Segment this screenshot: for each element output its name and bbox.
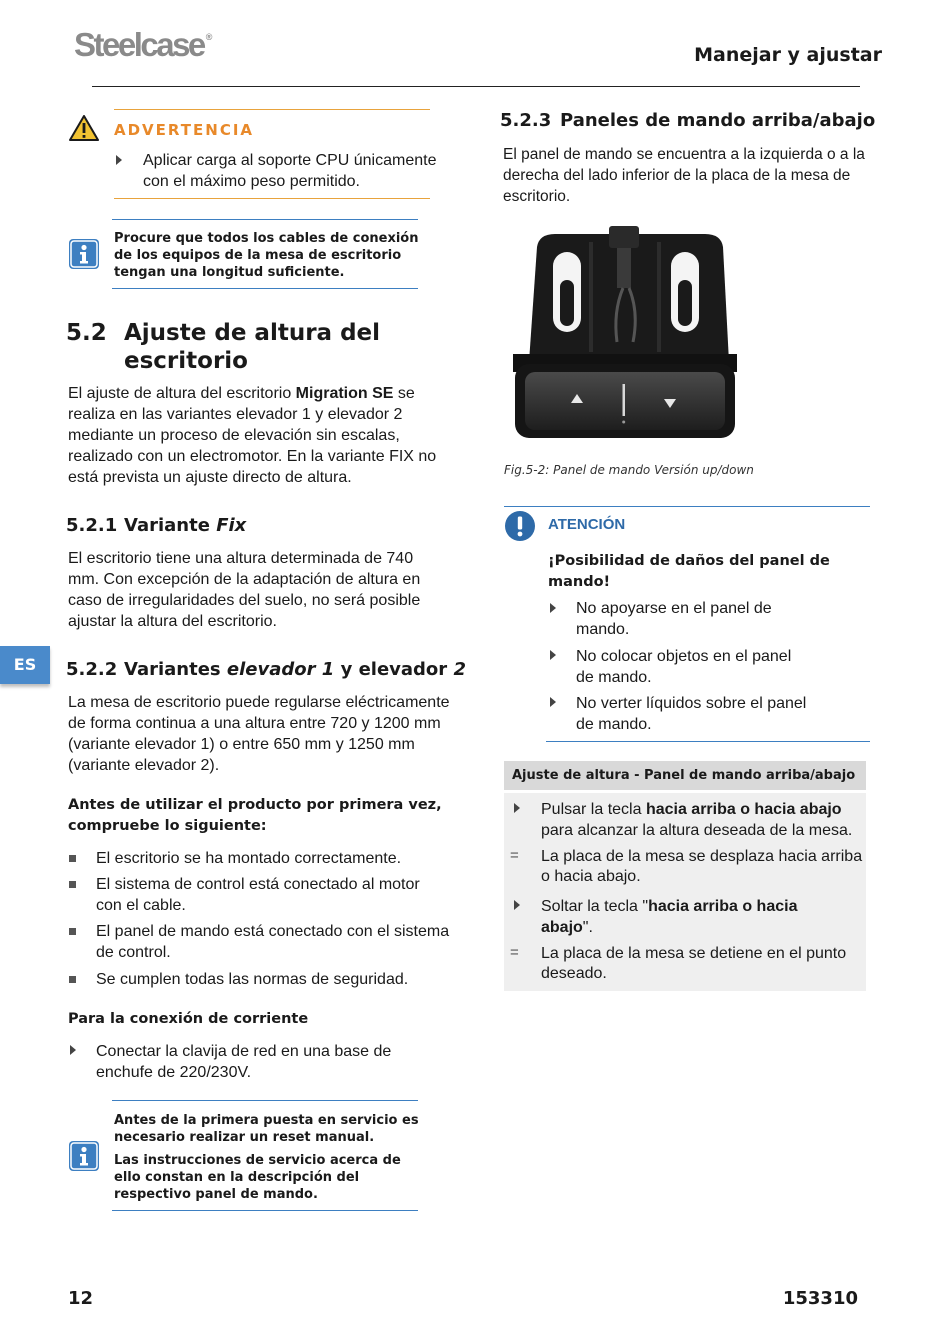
procedure-step-cont: abajo".	[541, 919, 593, 936]
info-line-5: respectivo panel de mando.	[114, 1187, 318, 1202]
attention-item-cont: de mando.	[576, 716, 652, 733]
attention-top-rule	[504, 506, 870, 507]
arrow-bullet-icon	[514, 900, 520, 910]
paragraph-line: La mesa de escritorio puede regularse eléctricamente	[68, 694, 450, 711]
page-number: 12	[68, 1288, 94, 1309]
info-line-4: ello constan en la descripción del	[114, 1170, 360, 1185]
paragraph-line: está prevista un ajuste directo de altura.	[68, 469, 352, 486]
exclamation-icon	[504, 510, 536, 542]
attention-bottom-rule	[546, 741, 870, 742]
paragraph-line: (variante elevador 2).	[68, 757, 220, 774]
attention-item-cont: mando.	[576, 621, 630, 638]
warning-triangle-icon	[68, 114, 100, 142]
paragraph-line: mm. Con excepción de la adaptación de altura en	[68, 571, 421, 588]
warning-line-2: con el máximo peso permitido.	[143, 173, 360, 190]
checklist-item: Se cumplen todas las normas de seguridad.	[96, 971, 409, 988]
checklist-title-line-1: Antes de utilizar el producto por primera vez,	[68, 797, 442, 813]
attention-subtitle-2: mando!	[548, 574, 611, 590]
info-line-2: necesario realizar un reset manual.	[114, 1130, 375, 1145]
square-bullet-icon	[69, 928, 76, 935]
steelcase-logo: Steelcase ®	[74, 26, 213, 63]
paragraph-line: realiza en las variantes elevador 1 y elevador 2	[68, 406, 403, 423]
section-number: 5.2	[66, 320, 107, 346]
attention-subtitle-1: ¡Posibilidad de daños del panel de	[548, 553, 830, 569]
language-tab: ES	[0, 646, 50, 684]
info-bottom-rule	[112, 1210, 418, 1211]
warning-line-1: Aplicar carga al soporte CPU únicamente	[143, 152, 437, 169]
arrow-bullet-icon	[116, 155, 122, 165]
checklist-title-line-2: compruebe lo siguiente:	[68, 818, 267, 834]
square-bullet-icon	[69, 855, 76, 862]
info-line-2: de los equipos de la mesa de escritorio	[114, 248, 402, 263]
checklist-item-cont: con el cable.	[96, 897, 186, 914]
attention-item-cont: de mando.	[576, 669, 652, 686]
paragraph-line: El ajuste de altura del escritorio Migration SE se	[68, 385, 415, 402]
document-number: 153310	[782, 1288, 858, 1309]
square-bullet-icon	[69, 881, 76, 888]
procedure-header: Ajuste de altura - Panel de mando arriba/abajo	[504, 761, 866, 790]
procedure-result-cont: deseado.	[541, 965, 607, 982]
result-marker: =	[510, 847, 519, 864]
info-line-1: Procure que todos los cables de conexión	[114, 231, 419, 246]
header-rule	[92, 86, 860, 87]
warning-title: ADVERTENCIA	[114, 121, 255, 139]
info-line-1: Antes de la primera puesta en servicio es	[114, 1113, 419, 1128]
attention-item: No apoyarse en el panel de	[576, 600, 772, 617]
info-line-3: tengan una longitud suficiente.	[114, 265, 345, 280]
arrow-bullet-icon	[514, 803, 520, 813]
subsection-number: 5.2.3	[500, 110, 552, 131]
procedure-result-cont: o hacia abajo.	[541, 868, 641, 885]
info-icon	[68, 238, 100, 270]
procedure-divider	[504, 790, 866, 793]
power-line-2: enchufe de 220/230V.	[96, 1064, 252, 1081]
subsection-number: 5.2.2	[66, 659, 118, 680]
figure-caption: Fig.5-2: Panel de mando Versión up/down	[504, 463, 754, 477]
attention-item: No colocar objetos en el panel	[576, 648, 792, 665]
square-bullet-icon	[69, 976, 76, 983]
procedure-step: Soltar la tecla "hacia arriba o hacia	[541, 898, 798, 915]
section-title-line-2: escritorio	[124, 348, 248, 374]
procedure-result: La placa de la mesa se desplaza hacia arriba	[541, 848, 863, 865]
paragraph-line: mediante un proceso de elevación sin escalas,	[68, 427, 400, 444]
warning-bottom-rule	[114, 198, 430, 199]
checklist-item: El panel de mando está conectado con el sistema	[96, 923, 450, 940]
paragraph-line: El escritorio tiene una altura determinada de 740	[68, 550, 414, 567]
attention-title: ATENCIÓN	[548, 516, 626, 533]
info-top-rule	[112, 1100, 418, 1101]
paragraph-line: El panel de mando se encuentra a la izquierda o a la	[503, 146, 865, 163]
checklist-item: El sistema de control está conectado al motor	[96, 876, 420, 893]
page-header-title: Manejar y ajustar	[694, 44, 882, 66]
procedure-result: La placa de la mesa se detiene en el punto	[541, 945, 847, 962]
warning-top-rule	[114, 109, 430, 110]
arrow-bullet-icon	[550, 697, 556, 707]
info-icon	[68, 1140, 100, 1172]
subsection-title: Variantes elevador 1 y elevador 2	[124, 659, 466, 680]
paragraph-line: derecha del lado inferior de la placa de la mesa de	[503, 167, 851, 184]
power-title: Para la conexión de corriente	[68, 1011, 309, 1027]
info-top-rule	[112, 219, 418, 220]
paragraph-line: escritorio.	[503, 188, 571, 205]
paragraph-line: ajustar la altura del escritorio.	[68, 613, 277, 630]
paragraph-line: caso de irregularidades del suelo, no será posible	[68, 592, 421, 609]
paragraph-line: de forma continua a una altura entre 720 y 1200 mm	[68, 715, 441, 732]
subsection-number: 5.2.1	[66, 515, 118, 536]
attention-item: No verter líquidos sobre el panel	[576, 695, 807, 712]
info-line-3: Las instrucciones de servicio acerca de	[114, 1153, 401, 1168]
info-bottom-rule	[112, 288, 418, 289]
section-title-line-1: Ajuste de altura del	[124, 320, 381, 346]
paragraph-line: realizado con un electromotor. En la variante FIX no	[68, 448, 437, 465]
checklist-item-cont: de control.	[96, 944, 171, 961]
arrow-bullet-icon	[70, 1045, 76, 1055]
control-panel-image	[505, 222, 745, 447]
checklist-item: El escritorio se ha montado correctamente.	[96, 850, 402, 867]
paragraph-line: (variante elevador 1) o entre 650 mm y 1250 mm	[68, 736, 415, 753]
subsection-title: Variante Fix	[124, 515, 247, 536]
procedure-step: Pulsar la tecla hacia arriba o hacia abajo	[541, 801, 842, 818]
power-line-1: Conectar la clavija de red en una base de	[96, 1043, 392, 1060]
subsection-title: Paneles de mando arriba/abajo	[560, 110, 876, 131]
arrow-bullet-icon	[550, 650, 556, 660]
procedure-step-cont: para alcanzar la altura deseada de la mesa.	[541, 822, 853, 839]
result-marker: =	[510, 944, 519, 961]
arrow-bullet-icon	[550, 603, 556, 613]
